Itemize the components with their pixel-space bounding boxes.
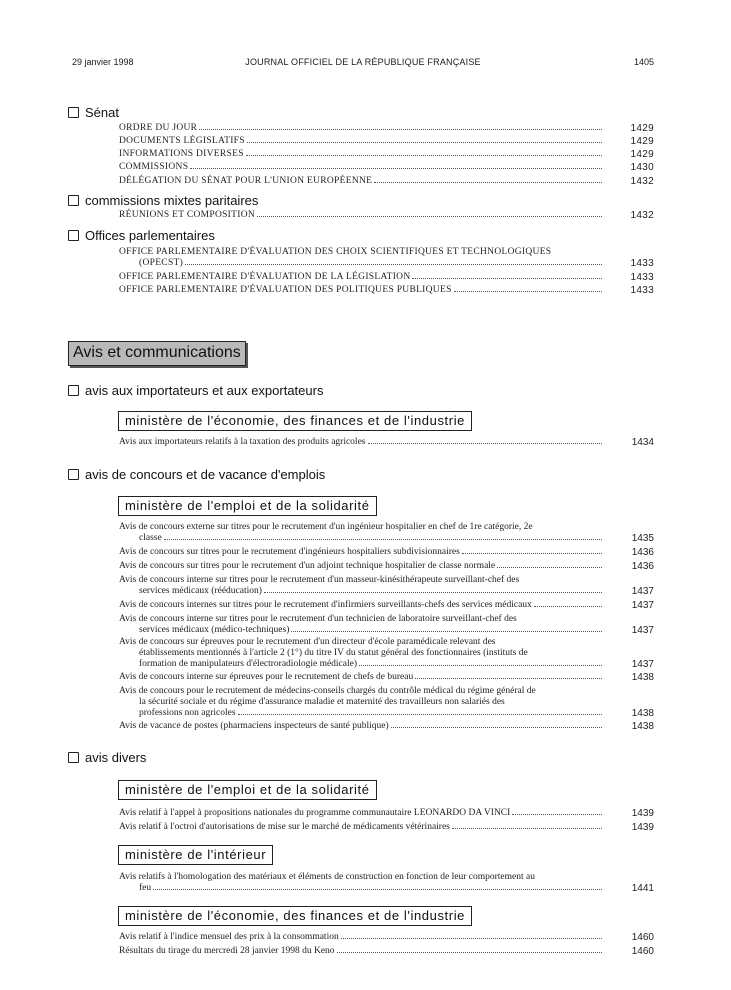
page-ref: 1437 [631, 625, 654, 636]
page-ref: 1438 [631, 708, 654, 719]
avis-communications-heading: Avis et communications [68, 341, 246, 366]
checkbox-icon [68, 107, 79, 118]
page-ref: 1460 [631, 932, 654, 943]
page-ref: 1437 [631, 586, 654, 597]
toc-entry[interactable]: Résultats du tirage du mercredi 28 janvier 1998 du Keno 1460 [119, 946, 654, 957]
toc-entry[interactable]: Avis de concours sur titres pour le recrutement d'ingénieurs hospitaliers subdivisionnaires 1436 [119, 547, 654, 558]
page-ref: 1430 [630, 162, 654, 173]
toc-entry[interactable]: ORDRE DU JOUR 1429 [119, 123, 654, 134]
page-ref: 1434 [631, 437, 654, 448]
toc-entry[interactable]: DOCUMENTS LÉGISLATIFS 1429 [119, 136, 654, 147]
page-ref: 1436 [631, 547, 654, 558]
checkbox-icon [68, 230, 79, 241]
page-ref: 1432 [630, 176, 654, 187]
toc-entry[interactable]: OFFICE PARLEMENTAIRE D'ÉVALUATION DES POLITIQUES PUBLIQUES 1433 [119, 285, 654, 296]
section-importateurs [68, 383, 323, 398]
page-ref: 1460 [631, 946, 654, 957]
ministry-heading: ministère de l'économie, des finances et de l'industrie [118, 906, 472, 926]
page-ref: 1439 [631, 822, 654, 833]
toc-entry[interactable]: INFORMATIONS DIVERSES 1429 [119, 149, 654, 160]
checkbox-icon [68, 752, 79, 763]
section-title: avis divers [85, 750, 147, 765]
toc-entry[interactable]: Avis aux importateurs relatifs à la taxation des produits agricoles 1434 [119, 437, 654, 448]
toc-entry[interactable]: Avis de concours internes sur titres pour le recrutement d'infirmiers surveillants-chefs des services médicaux 1437 [119, 600, 654, 611]
section-title: commissions mixtes paritaires [85, 193, 259, 208]
checkbox-icon [68, 195, 79, 206]
page-ref: 1433 [630, 272, 654, 283]
toc-entry[interactable]: Avis de concours interne sur titres pour le recrutement d'un technicien de laboratoire surveillant-chef des services médicaux (médico-techniques) 1437 [119, 614, 654, 636]
ministry-heading: ministère de l'emploi et de la solidarité [118, 780, 377, 800]
toc-entry[interactable]: Avis de vacance de postes (pharmaciens inspecteurs de santé publique) 1438 [119, 721, 654, 732]
section-title: avis aux importateurs et aux exportateurs [85, 383, 324, 398]
toc-entry[interactable]: Avis relatif à l'octroi d'autorisations de mise sur le marché de médicaments vétérinaires 1439 [119, 822, 654, 833]
toc-entry[interactable]: Avis de concours interne sur titres pour le recrutement d'un masseur-kinésithérapeute surveillant-chef des services médicaux (rééducation) 1437 [119, 575, 654, 597]
section-offices [68, 228, 215, 243]
page-ref: 1433 [630, 258, 654, 269]
page-ref: 1429 [630, 149, 654, 160]
section-senat [68, 105, 119, 120]
ministry-heading: ministère de l'économie, des finances et de l'industrie [118, 411, 472, 431]
toc-entry[interactable]: COMMISSIONS 1430 [119, 162, 654, 173]
section-cmp [68, 193, 258, 208]
section-title: avis de concours et de vacance d'emplois [85, 467, 326, 482]
toc-entry[interactable]: Avis relatifs à l'homologation des matériaux et éléments de construction en fonction de leur comportement au feu 1441 [119, 872, 654, 894]
page-ref: 1433 [630, 285, 654, 296]
page-ref: 1435 [631, 533, 654, 544]
page-ref: 1441 [631, 883, 654, 894]
section-title: Offices parlementaires [85, 228, 215, 243]
page-ref: 1438 [631, 721, 654, 732]
header-title: JOURNAL OFFICIEL DE LA RÉPUBLIQUE FRANÇAISE [245, 57, 481, 67]
toc-entry[interactable]: Avis de concours externe sur titres pour le recrutement d'un ingénieur hospitalier en chef de 1re catégorie, 2e classe 1435 [119, 522, 654, 544]
page-ref: 1432 [630, 210, 654, 221]
toc-entry[interactable]: Avis de concours interne sur épreuves pour le recrutement de chefs de bureau 1438 [119, 672, 654, 683]
page-ref: 1436 [631, 561, 654, 572]
toc-entry[interactable]: OFFICE PARLEMENTAIRE D'ÉVALUATION DES CHOIX SCIENTIFIQUES ET TECHNOLOGIQUES (OPECST) 1433 [119, 247, 654, 269]
page-header [72, 57, 654, 71]
section-concours [68, 467, 325, 482]
header-date: 29 janvier 1998 [72, 57, 134, 67]
section-divers [68, 750, 146, 765]
toc-entry[interactable]: Avis de concours sur épreuves pour le recrutement d'un directeur d'école paramédicale relevant des établissements mentionnés à l'article 2 (1°) du titre IV du statut général des fonctionnaires (instituts de formation de manipulateurs d'électroradiologie médicale) 1437 [119, 637, 654, 670]
toc-entry[interactable]: Avis de concours pour le recrutement de médecins-conseils chargés du contrôle médical du régime général de la sécurité sociale et du régime d'assurance maladie et maternité des travailleurs non salariés des professions non agricoles 1438 [119, 686, 654, 719]
page-ref: 1429 [630, 123, 654, 134]
toc-entry[interactable]: Avis de concours sur titres pour le recrutement d'un adjoint technique hospitalier de classe normale 1436 [119, 561, 654, 572]
page-ref: 1437 [631, 600, 654, 611]
page-ref: 1439 [631, 808, 654, 819]
toc-entry[interactable]: Avis relatif à l'appel à propositions nationales du programme communautaire LEONARDO DA VINCI 1439 [119, 808, 654, 819]
checkbox-icon [68, 385, 79, 396]
toc-entry[interactable]: DÉLÉGATION DU SÉNAT POUR L'UNION EUROPÉENNE 1432 [119, 176, 654, 187]
page-ref: 1437 [631, 659, 654, 670]
header-page-number: 1405 [633, 57, 654, 67]
ministry-heading: ministère de l'emploi et de la solidarité [118, 496, 377, 516]
section-title: Sénat [85, 105, 119, 120]
ministry-heading: ministère de l'intérieur [118, 845, 273, 865]
page-ref: 1438 [631, 672, 654, 683]
page-ref: 1429 [630, 136, 654, 147]
toc-entry[interactable]: OFFICE PARLEMENTAIRE D'ÉVALUATION DE LA LÉGISLATION 1433 [119, 272, 654, 283]
toc-entry[interactable]: RÉUNIONS ET COMPOSITION 1432 [119, 210, 654, 221]
toc-entry[interactable]: Avis relatif à l'indice mensuel des prix à la consommation 1460 [119, 932, 654, 943]
checkbox-icon [68, 469, 79, 480]
